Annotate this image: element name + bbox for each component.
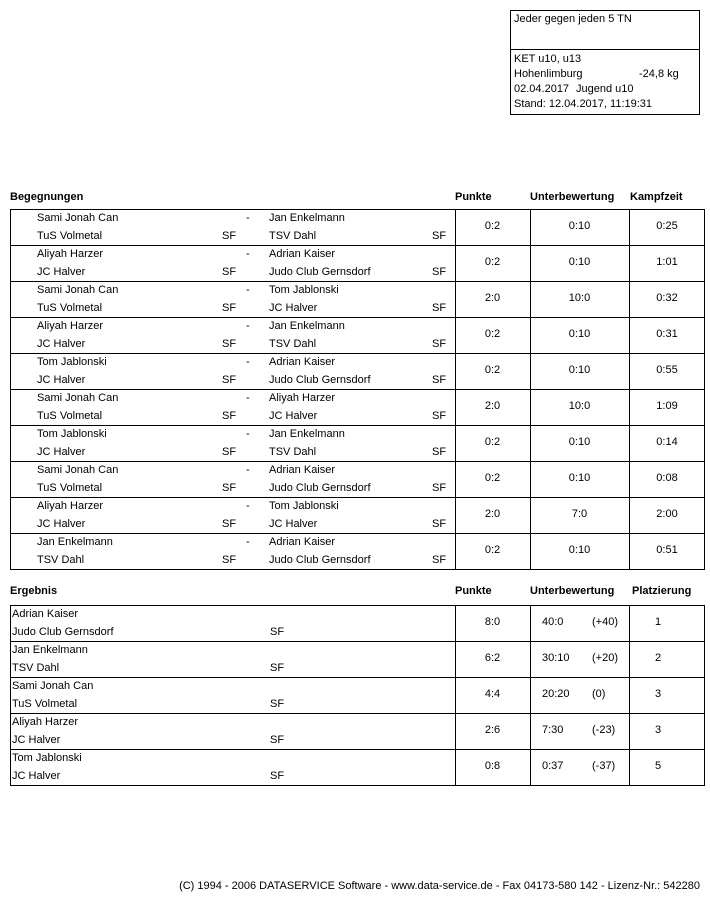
match-sub: 10:0 xyxy=(568,400,591,412)
results-points-header: Punkte xyxy=(455,585,492,597)
match-a-sf: SF xyxy=(222,338,237,350)
match-b-club: TSV Dahl xyxy=(269,446,317,458)
match-b-sf: SF xyxy=(432,230,447,242)
info-divider xyxy=(510,49,700,50)
info-class: KET u10, u13 xyxy=(514,53,582,65)
match-b-sf: SF xyxy=(432,518,447,530)
match-sub: 7:0 xyxy=(571,508,588,520)
match-points: 0:2 xyxy=(484,328,501,340)
matches-points-header: Punkte xyxy=(455,191,492,203)
match-a-sf: SF xyxy=(222,302,237,314)
match-b-name: Jan Enkelmann xyxy=(269,212,345,224)
result-points: 8:0 xyxy=(484,616,501,628)
match-b-name: Adrian Kaiser xyxy=(269,536,336,548)
match-a-club: JC Halver xyxy=(37,374,86,386)
match-points: 2:0 xyxy=(484,292,501,304)
match-time: 1:09 xyxy=(656,400,678,412)
result-place: 3 xyxy=(655,688,662,700)
match-b-name: Adrian Kaiser xyxy=(269,464,336,476)
match-points: 0:2 xyxy=(484,256,501,268)
match-sub: 0:10 xyxy=(568,472,591,484)
match-points: 2:0 xyxy=(484,400,501,412)
match-a-name: Jan Enkelmann xyxy=(37,536,113,548)
match-b-club: TSV Dahl xyxy=(269,230,317,242)
result-diff: (+40) xyxy=(592,616,618,628)
match-a-sf: SF xyxy=(222,518,237,530)
match-time: 0:14 xyxy=(656,436,678,448)
info-age-group: Jugend u10 xyxy=(576,83,634,95)
column-divider xyxy=(530,605,531,786)
match-time: 0:55 xyxy=(656,364,678,376)
match-b-name: Aliyah Harzer xyxy=(269,392,336,404)
results-sub-header: Unterbewertung xyxy=(530,585,615,597)
match-b-name: Jan Enkelmann xyxy=(269,320,345,332)
match-sub: 0:10 xyxy=(568,328,591,340)
column-divider xyxy=(629,605,630,786)
match-a-club: TSV Dahl xyxy=(37,554,85,566)
match-a-sf: SF xyxy=(222,446,237,458)
match-a-name: Sami Jonah Can xyxy=(37,284,119,296)
result-sub: 7:30 xyxy=(542,724,564,736)
result-points: 0:8 xyxy=(484,760,501,772)
match-a-sf: SF xyxy=(222,374,237,386)
match-a-name: Tom Jablonski xyxy=(37,356,107,368)
match-time: 0:08 xyxy=(656,472,678,484)
result-club: TuS Volmetal xyxy=(12,698,78,710)
match-a-name: Sami Jonah Can xyxy=(37,392,119,404)
match-time: 2:00 xyxy=(656,508,678,520)
match-a-sf: SF xyxy=(222,482,237,494)
result-sf: SF xyxy=(270,698,285,710)
result-sf: SF xyxy=(270,770,285,782)
match-b-club: JC Halver xyxy=(269,518,318,530)
match-dash: - xyxy=(246,464,250,476)
match-a-sf: SF xyxy=(222,554,237,566)
match-b-club: Judo Club Gernsdorf xyxy=(269,482,371,494)
result-name: Adrian Kaiser xyxy=(12,608,79,620)
match-b-club: Judo Club Gernsdorf xyxy=(269,266,371,278)
result-sub: 30:10 xyxy=(542,652,570,664)
result-club: Judo Club Gernsdorf xyxy=(12,626,114,638)
match-points: 0:2 xyxy=(484,472,501,484)
match-sub: 0:10 xyxy=(568,544,591,556)
match-dash: - xyxy=(246,356,250,368)
match-points: 0:2 xyxy=(484,364,501,376)
matches-time-header: Kampfzeit xyxy=(630,191,683,203)
match-a-club: JC Halver xyxy=(37,266,86,278)
matches-sub-header: Unterbewertung xyxy=(530,191,615,203)
result-name: Tom Jablonski xyxy=(12,752,82,764)
result-place: 1 xyxy=(655,616,662,628)
match-a-sf: SF xyxy=(222,410,237,422)
match-a-name: Aliyah Harzer xyxy=(37,500,104,512)
result-diff: (-37) xyxy=(592,760,616,772)
result-club: JC Halver xyxy=(12,734,61,746)
info-location: Hohenlimburg xyxy=(514,68,583,80)
result-sub: 40:0 xyxy=(542,616,564,628)
match-b-sf: SF xyxy=(432,410,447,422)
match-a-club: TuS Volmetal xyxy=(37,302,103,314)
result-place: 2 xyxy=(655,652,662,664)
result-diff: (-23) xyxy=(592,724,616,736)
match-dash: - xyxy=(246,212,250,224)
results-place-header: Platzierung xyxy=(632,585,692,597)
result-name: Aliyah Harzer xyxy=(12,716,79,728)
match-a-sf: SF xyxy=(222,230,237,242)
match-points: 0:2 xyxy=(484,544,501,556)
match-time: 0:32 xyxy=(656,292,678,304)
result-diff: (+20) xyxy=(592,652,618,664)
column-divider xyxy=(455,209,456,570)
matches-title: Begegnungen xyxy=(10,191,84,203)
match-a-sf: SF xyxy=(222,266,237,278)
match-b-name: Adrian Kaiser xyxy=(269,248,336,260)
match-a-club: JC Halver xyxy=(37,446,86,458)
info-title: Jeder gegen jeden 5 TN xyxy=(514,13,632,25)
match-b-sf: SF xyxy=(432,446,447,458)
match-a-club: JC Halver xyxy=(37,338,86,350)
match-b-club: JC Halver xyxy=(269,410,318,422)
match-sub: 10:0 xyxy=(568,292,591,304)
match-dash: - xyxy=(246,248,250,260)
result-points: 2:6 xyxy=(484,724,501,736)
result-sf: SF xyxy=(270,626,285,638)
column-divider xyxy=(629,209,630,570)
match-a-club: TuS Volmetal xyxy=(37,410,103,422)
match-time: 0:51 xyxy=(656,544,678,556)
results-title: Ergebnis xyxy=(10,585,58,597)
result-club: JC Halver xyxy=(12,770,61,782)
result-place: 3 xyxy=(655,724,662,736)
match-points: 0:2 xyxy=(484,436,501,448)
match-time: 1:01 xyxy=(656,256,678,268)
result-name: Jan Enkelmann xyxy=(12,644,88,656)
match-b-name: Jan Enkelmann xyxy=(269,428,345,440)
match-a-club: TuS Volmetal xyxy=(37,482,103,494)
footer: (C) 1994 - 2006 DATASERVICE Software - www.data-service.de - Fax 04173-580 142 - Lizenz-Nr.: 542280 xyxy=(179,880,700,892)
match-b-name: Tom Jablonski xyxy=(269,500,339,512)
match-time: 0:25 xyxy=(656,220,678,232)
result-sf: SF xyxy=(270,662,285,674)
match-b-name: Adrian Kaiser xyxy=(269,356,336,368)
match-dash: - xyxy=(246,428,250,440)
match-sub: 0:10 xyxy=(568,436,591,448)
match-b-club: Judo Club Gernsdorf xyxy=(269,554,371,566)
match-a-club: JC Halver xyxy=(37,518,86,530)
match-b-club: JC Halver xyxy=(269,302,318,314)
match-a-name: Sami Jonah Can xyxy=(37,464,119,476)
result-points: 4:4 xyxy=(484,688,501,700)
match-sub: 0:10 xyxy=(568,256,591,268)
column-divider xyxy=(530,209,531,570)
match-b-sf: SF xyxy=(432,482,447,494)
match-a-name: Tom Jablonski xyxy=(37,428,107,440)
match-dash: - xyxy=(246,392,250,404)
match-dash: - xyxy=(246,500,250,512)
match-points: 0:2 xyxy=(484,220,501,232)
column-divider xyxy=(455,605,456,786)
match-b-club: TSV Dahl xyxy=(269,338,317,350)
match-a-name: Aliyah Harzer xyxy=(37,320,104,332)
match-b-sf: SF xyxy=(432,374,447,386)
match-b-club: Judo Club Gernsdorf xyxy=(269,374,371,386)
match-b-sf: SF xyxy=(432,338,447,350)
match-points: 2:0 xyxy=(484,508,501,520)
match-dash: - xyxy=(246,536,250,548)
match-b-sf: SF xyxy=(432,266,447,278)
info-weight: -24,8 kg xyxy=(639,68,679,80)
result-place: 5 xyxy=(655,760,662,772)
match-a-club: TuS Volmetal xyxy=(37,230,103,242)
match-b-sf: SF xyxy=(432,554,447,566)
match-b-sf: SF xyxy=(432,302,447,314)
info-status: Stand: 12.04.2017, 11:19:31 xyxy=(514,98,653,110)
result-diff: (0) xyxy=(592,688,606,700)
result-club: TSV Dahl xyxy=(12,662,60,674)
result-sub: 20:20 xyxy=(542,688,570,700)
result-name: Sami Jonah Can xyxy=(12,680,94,692)
match-dash: - xyxy=(246,284,250,296)
match-a-name: Aliyah Harzer xyxy=(37,248,104,260)
match-dash: - xyxy=(246,320,250,332)
info-date: 02.04.2017 xyxy=(514,83,570,95)
result-sub: 0:37 xyxy=(542,760,564,772)
result-sf: SF xyxy=(270,734,285,746)
match-sub: 0:10 xyxy=(568,364,591,376)
match-time: 0:31 xyxy=(656,328,678,340)
result-points: 6:2 xyxy=(484,652,501,664)
match-b-name: Tom Jablonski xyxy=(269,284,339,296)
match-a-name: Sami Jonah Can xyxy=(37,212,119,224)
match-sub: 0:10 xyxy=(568,220,591,232)
